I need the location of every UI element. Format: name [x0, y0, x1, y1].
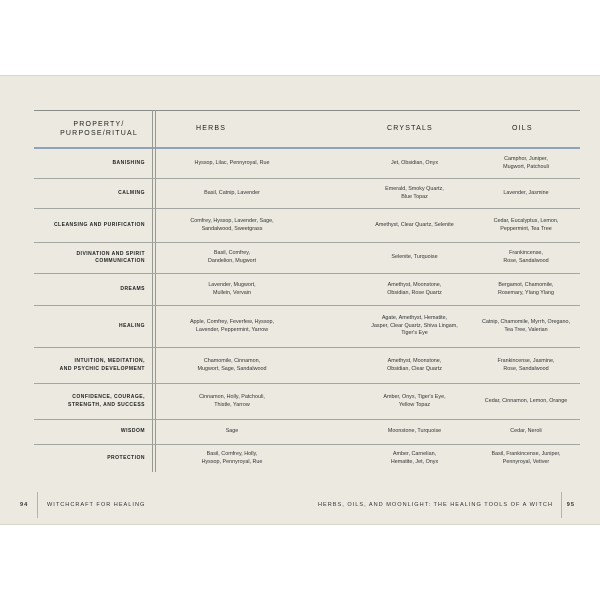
row-crystals: Amber, Carnelian, Hematite, Jet, Onyx	[390, 451, 439, 465]
row-label: WISDOM	[120, 428, 145, 435]
row-label: PROTECTION	[107, 455, 145, 462]
row-oils: Cedar, Cinnamon, Lemon, Orange	[484, 397, 568, 404]
row-herbs: Hyssop, Lilac, Pennyroyal, Rue	[194, 159, 270, 166]
row-crystals: Emerald, Smoky Quartz, Blue Topaz	[385, 185, 444, 200]
row-crystals: Amethyst, Clear Quartz, Selenite	[375, 221, 454, 228]
row-herbs: Basil, Catnip, Lavender	[204, 189, 260, 196]
page-footer	[0, 492, 600, 518]
row-herbs: Basil, Comfrey, Dandelion, Mugwort	[208, 250, 256, 264]
header-property: PROPERTY/ PURPOSE/RITUAL	[60, 120, 138, 137]
header-crystals: CRYSTALS	[387, 125, 433, 133]
row-crystals: Moonstone, Turquoise	[387, 428, 442, 435]
row-label: CALMING	[118, 189, 145, 196]
row-oils: Lavender, Jasmine	[503, 189, 549, 196]
header-oils: OILS	[512, 125, 533, 133]
row-label: DIVINATION AND SPIRIT COMMUNICATION	[76, 250, 145, 264]
row-label: DREAMS	[120, 285, 145, 292]
table-row	[34, 306, 580, 348]
book-spread	[0, 75, 600, 525]
table-row	[34, 274, 580, 306]
row-oils: Bergamot, Chamomile, Rosemary, Ylang Ylang	[497, 281, 555, 296]
row-herbs: Apple, Comfrey, Feverfew, Hyssop, Lavender, Peppermint, Yarrow	[189, 318, 275, 333]
row-oils: Cedar, Neroli	[510, 428, 542, 435]
table-row	[34, 209, 580, 243]
row-crystals: Selenite, Turquoise	[391, 254, 438, 261]
row-oils: Frankincense, Jasmine, Rose, Sandalwood	[497, 357, 555, 372]
row-oils: Camphor, Juniper, Mugwort, Patchouli	[503, 155, 549, 170]
row-herbs: Sage	[225, 428, 239, 435]
row-herbs: Lavender, Mugwort, Mullein, Vervain	[208, 281, 256, 296]
row-crystals: Jet, Obsidian, Onyx	[390, 159, 439, 166]
row-herbs: Chamomile, Cinnamon, Mugwort, Sage, Sandalwood	[197, 357, 267, 372]
table-row	[34, 384, 580, 420]
row-crystals: Agate, Amethyst, Hematite, Jasper, Clear Quartz, Shiva Lingam, Tiger's Eye	[371, 314, 458, 337]
row-herbs: Cinnamon, Holly, Patchouli, Thistle, Yarrow	[199, 393, 265, 408]
row-herbs: Basil, Comfrey, Holly, Hyssop, Pennyroyal, Rue	[201, 451, 263, 465]
row-oils: Catnip, Chamomile, Myrrh, Oregano, Tea Tree, Valerian	[481, 318, 571, 333]
row-herbs: Comfrey, Hyssop, Lavender, Sage, Sandalwood, Sweetgrass	[190, 217, 274, 232]
header-herbs: HERBS	[196, 125, 227, 133]
table-row	[34, 243, 580, 274]
row-label: BANISHING	[112, 159, 145, 166]
row-oils: Basil, Frankincense, Juniper, Pennyroyal, Vetiver	[491, 451, 561, 465]
table-row	[34, 348, 580, 384]
right-running-title: HERBS, OILS, AND MOONLIGHT: THE HEALING TOOLS OF A WITCH	[317, 502, 553, 508]
table-row	[34, 149, 580, 179]
table-row	[34, 445, 580, 473]
row-label: CLEANSING AND PURIFICATION	[53, 221, 145, 228]
footer-divider	[561, 492, 562, 518]
correspondence-table	[34, 110, 580, 472]
row-label: CONFIDENCE, COURAGE, STRENGTH, AND SUCCESS	[68, 394, 145, 408]
row-oils: Frankincense, Rose, Sandalwood	[503, 250, 549, 264]
row-crystals: Amethyst, Moonstone, Obsidian, Clear Quartz	[387, 357, 442, 372]
right-page-number: 95	[566, 502, 575, 508]
row-oils: Cedar, Eucalyptus, Lemon, Peppermint, Tea Tree	[493, 217, 559, 232]
left-running-title: WITCHCRAFT FOR HEALING	[47, 502, 146, 508]
row-crystals: Amber, Onyx, Tiger's Eye, Yellow Topaz	[383, 393, 446, 408]
row-label: INTUITION, MEDITATION, AND PSYCHIC DEVELOPMENT	[59, 358, 145, 372]
table-row	[34, 179, 580, 209]
table-row	[34, 420, 580, 445]
left-page-number: 94	[20, 502, 29, 508]
table-header	[34, 111, 580, 147]
footer-divider	[37, 492, 38, 518]
row-label: HEALING	[119, 322, 145, 329]
row-crystals: Amethyst, Moonstone, Obsidian, Rose Quartz	[387, 281, 442, 296]
